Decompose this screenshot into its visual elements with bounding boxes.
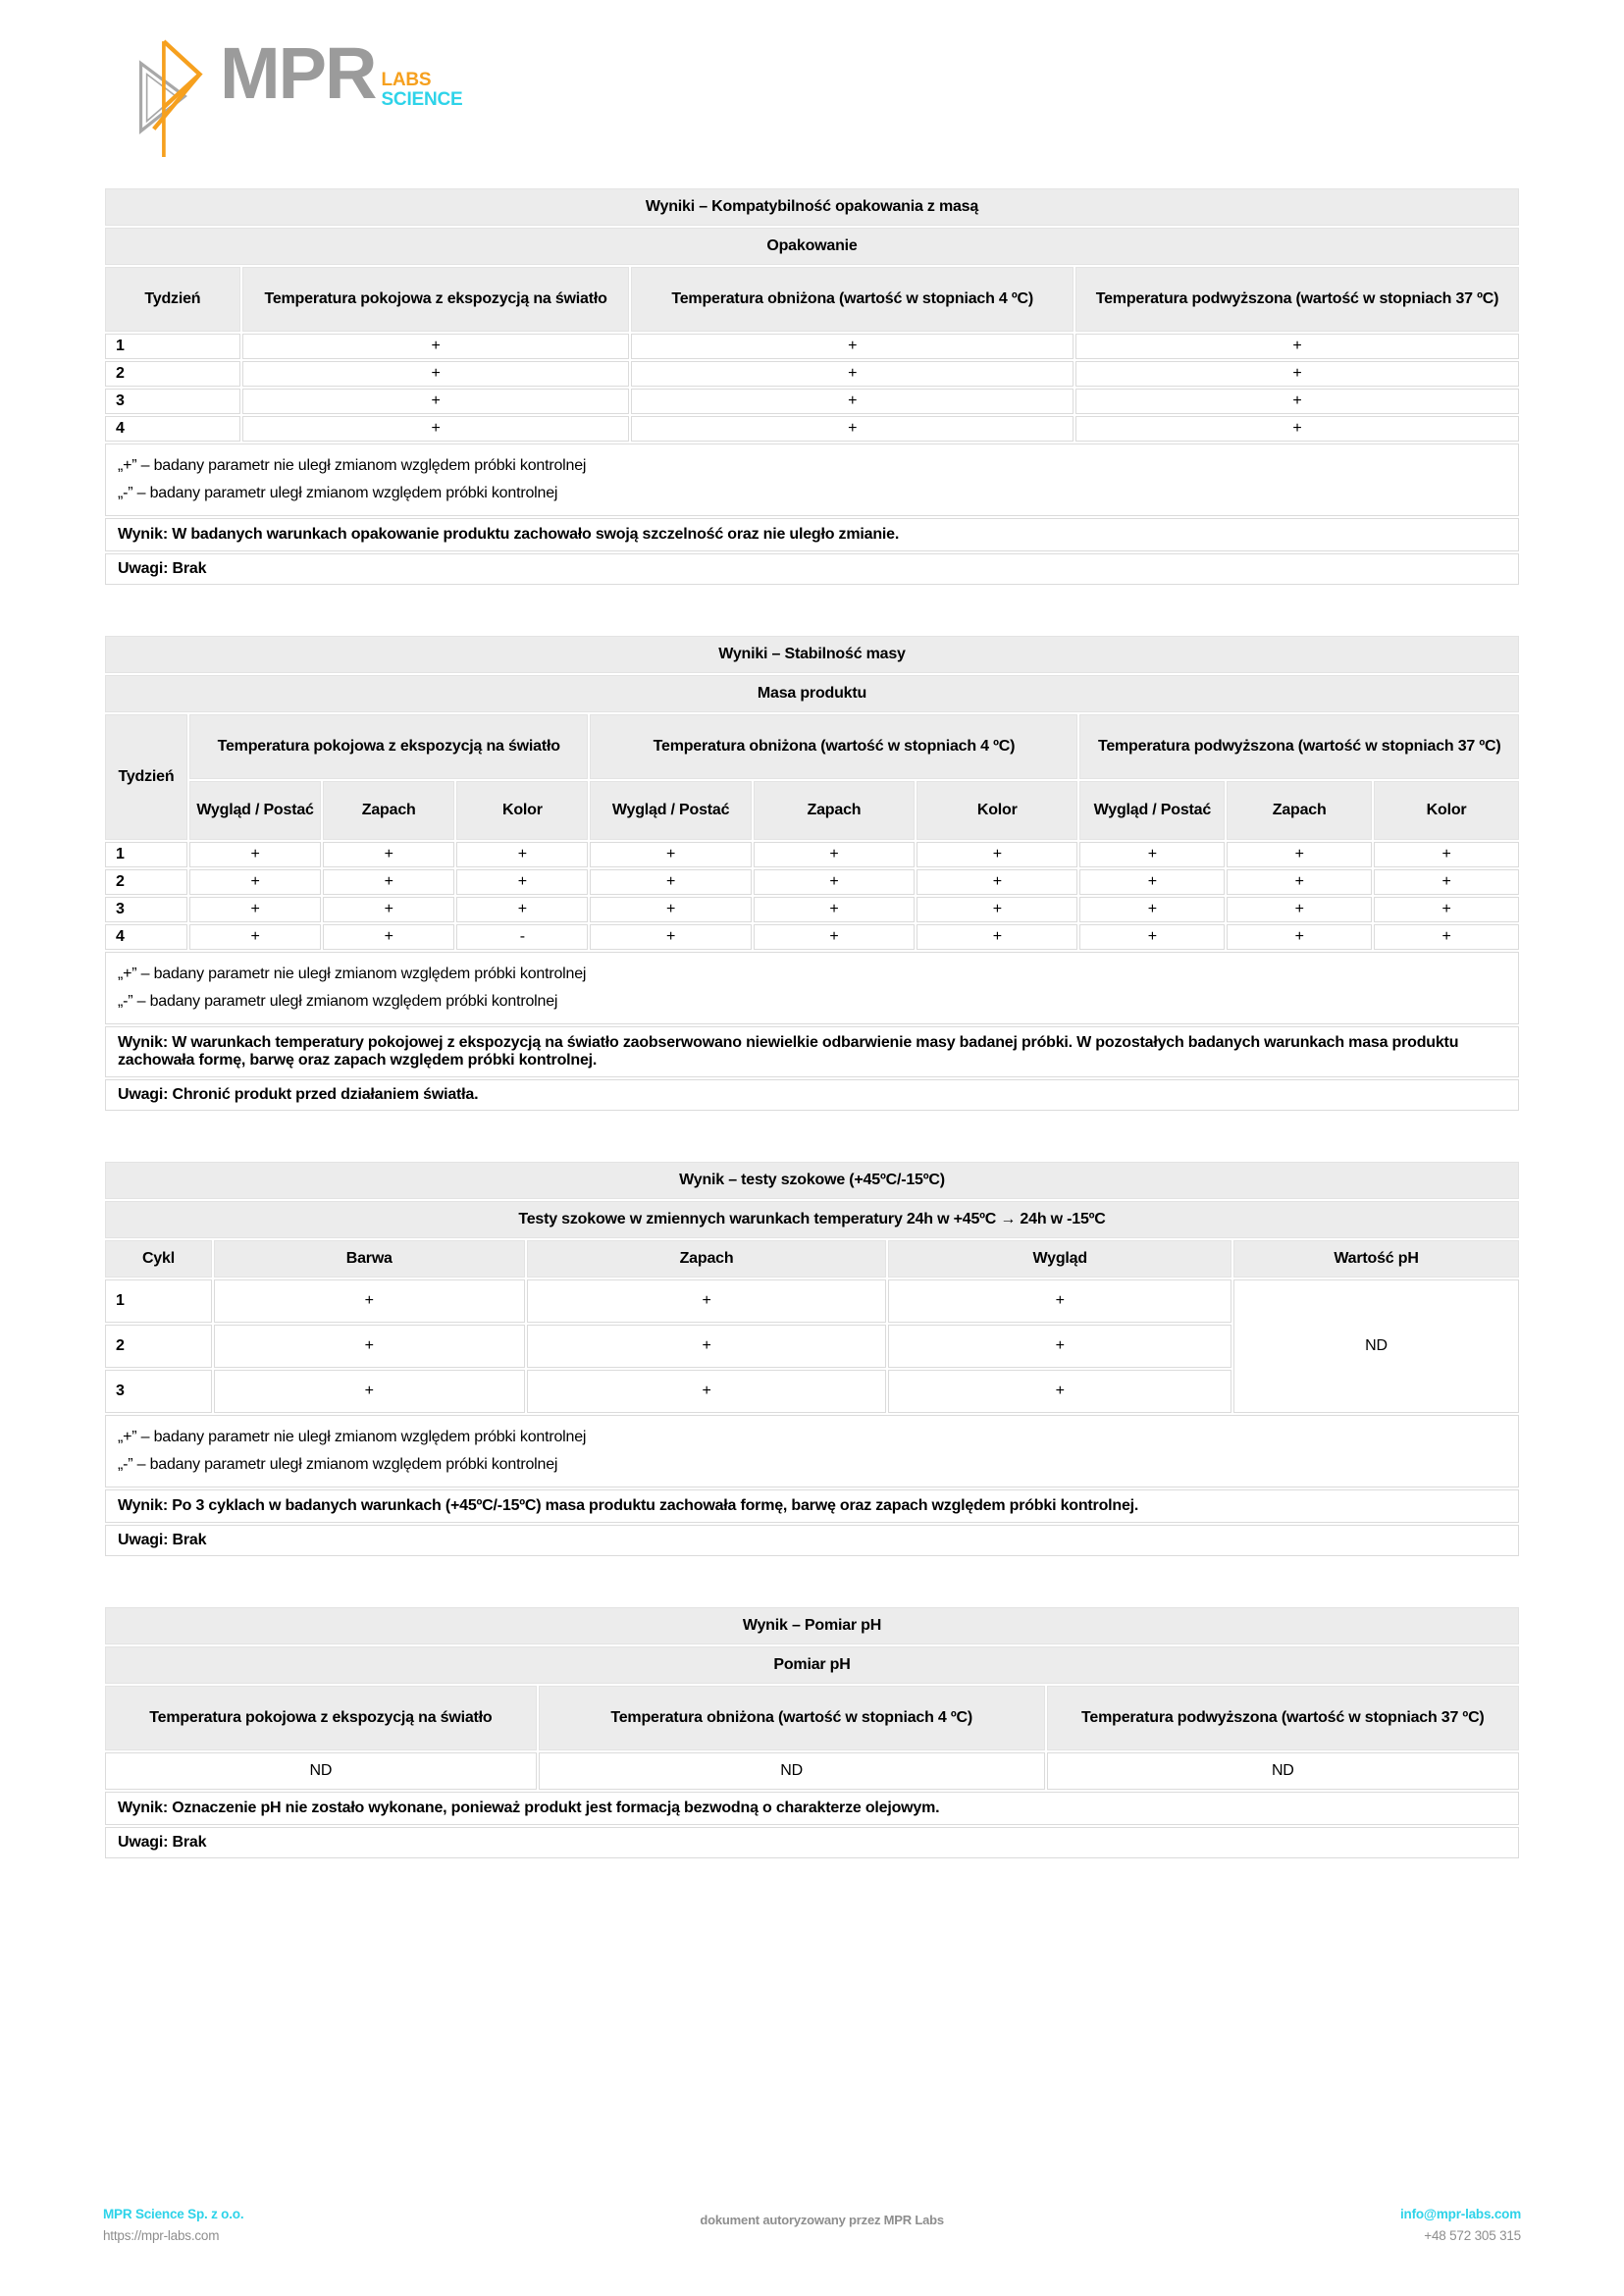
data-cell: + [1075, 389, 1519, 414]
logo-text [220, 32, 463, 114]
header-cell-smell: Zapach [527, 1240, 887, 1278]
data-cell: + [754, 924, 915, 950]
data-cell: + [527, 1370, 887, 1413]
result-cell: Wynik: Po 3 cyklach w badanych warunkach (+45ºC/-15ºC) masa produktu zachowała formę, barwę oraz zapach względem próbki kontrolnej. [105, 1489, 1519, 1523]
logo-brand: MPR [220, 32, 376, 114]
data-cell: + [214, 1279, 525, 1323]
header-cell-low-temp: Temperatura obniżona (wartość w stopniach 4 ºC) [539, 1686, 1045, 1750]
footer-company-name: MPR Science Sp. z o.o. [103, 2207, 244, 2221]
data-cell: + [456, 897, 588, 922]
footer-authorization-note: dokument autoryzowany przez MPR Labs [700, 2213, 944, 2227]
table-row [105, 389, 1519, 414]
table-mass-stability [103, 634, 1521, 1113]
notes-cell: Uwagi: Brak [105, 553, 1519, 585]
row-label: 2 [105, 361, 240, 387]
header-cell-low-temp: Temperatura obniżona (wartość w stopniach 4 ºC) [631, 267, 1074, 332]
ph-value-cell: ND [1233, 1279, 1519, 1413]
header-cell-appearance: Wygląd / Postać [189, 781, 321, 840]
logo-mark-icon [135, 33, 204, 157]
row-label: 2 [105, 1325, 212, 1368]
data-cell: + [189, 869, 321, 895]
header-cell-high-temp: Temperatura podwyższona (wartość w stopniach 37 ºC) [1075, 267, 1519, 332]
report-body [103, 186, 1521, 1860]
data-cell: + [590, 869, 751, 895]
data-cell: + [631, 361, 1074, 387]
row-label: 4 [105, 416, 240, 442]
data-cell: + [1374, 924, 1519, 950]
row-label: 1 [105, 334, 240, 359]
result-cell: Wynik: W warunkach temperatury pokojowej z ekspozycją na światło zaobserwowano niewielkie odbarwienie masy badanej próbki. W pozostałych badanych warunkach masa produktu zachowała formę, barwę oraz zapach względem próbki kontrolnej. [105, 1026, 1519, 1077]
data-cell: - [456, 924, 588, 950]
legend-plus: „+” – badany parametr nie uległ zmianom względem próbki kontrolnej [118, 1429, 587, 1445]
row-label: 3 [105, 1370, 212, 1413]
header-cell-appearance: Wygląd [888, 1240, 1231, 1278]
legend-plus: „+” – badany parametr nie uległ zmianom względem próbki kontrolnej [118, 965, 587, 982]
result-cell: Wynik: Oznaczenie pH nie zostało wykonane, ponieważ produkt jest formacją bezwodną o charakterze olejowym. [105, 1792, 1519, 1825]
data-cell: + [754, 842, 915, 867]
data-cell: + [242, 389, 630, 414]
data-cell: + [590, 897, 751, 922]
table-ph-measurement [103, 1605, 1521, 1860]
data-cell: + [1374, 869, 1519, 895]
data-cell: + [888, 1325, 1231, 1368]
data-cell: + [242, 334, 630, 359]
row-label: 1 [105, 842, 187, 867]
header-cell-color: Kolor [917, 781, 1077, 840]
footer-website-link[interactable]: https://mpr-labs.com [103, 2227, 220, 2243]
row-label: 1 [105, 1279, 212, 1323]
data-cell: + [917, 897, 1077, 922]
data-cell: + [456, 842, 588, 867]
legend-minus: „-” – badany parametr uległ zmianom względem próbki kontrolnej [118, 485, 558, 501]
header-cell-appearance: Wygląd / Postać [590, 781, 751, 840]
notes-cell: Uwagi: Brak [105, 1525, 1519, 1556]
data-cell: + [323, 897, 454, 922]
header-cell-color: Barwa [214, 1240, 525, 1278]
page-footer [103, 2204, 1521, 2246]
logo [135, 33, 463, 157]
header-cell-smell: Zapach [1227, 781, 1372, 840]
data-cell: + [242, 416, 630, 442]
header-cell-cycle: Cykl [105, 1240, 212, 1278]
data-cell: + [754, 897, 915, 922]
header-cell-high-temp: Temperatura podwyższona (wartość w stopniach 37 ºC) [1047, 1686, 1519, 1750]
data-cell: + [1079, 869, 1225, 895]
table-title: Wynik – testy szokowe (+45ºC/-15ºC) [105, 1162, 1519, 1199]
data-cell: + [189, 897, 321, 922]
data-cell: + [456, 869, 588, 895]
table-row [105, 869, 1519, 895]
table-subtitle: Testy szokowe w zmiennych warunkach temperatury 24h w +45ºC → 24h w -15ºC [105, 1201, 1519, 1238]
logo-taglines [381, 71, 462, 110]
notes-cell: Uwagi: Chronić produkt przed działaniem światła. [105, 1079, 1519, 1111]
table-shock-tests [103, 1160, 1521, 1558]
table-title: Wynik – Pomiar pH [105, 1607, 1519, 1644]
footer-contact-block [1400, 2204, 1521, 2246]
table-row [105, 924, 1519, 950]
data-cell: + [323, 869, 454, 895]
data-cell: + [1374, 897, 1519, 922]
data-cell: ND [105, 1752, 537, 1790]
data-cell: + [1227, 869, 1372, 895]
data-cell: + [1075, 334, 1519, 359]
table-row [105, 1279, 1519, 1323]
table-row [105, 334, 1519, 359]
header-cell-smell: Zapach [754, 781, 915, 840]
legend-cell [105, 952, 1519, 1024]
header-group-low-temp: Temperatura obniżona (wartość w stopniach 4 ºC) [590, 714, 1077, 779]
table-title: Wyniki – Kompatybilność opakowania z masą [105, 188, 1519, 226]
legend-minus: „-” – badany parametr uległ zmianom względem próbki kontrolnej [118, 1456, 558, 1473]
data-cell: + [323, 924, 454, 950]
data-cell: + [1075, 416, 1519, 442]
header-cell-smell: Zapach [323, 781, 454, 840]
table-row [105, 897, 1519, 922]
result-cell: Wynik: W badanych warunkach opakowanie produktu zachowało swoją szczelność oraz nie uległo zmianie. [105, 518, 1519, 551]
data-cell: + [917, 869, 1077, 895]
header-cell-ph: Wartość pH [1233, 1240, 1519, 1278]
table-subtitle: Pomiar pH [105, 1646, 1519, 1684]
data-cell: + [214, 1325, 525, 1368]
legend-plus: „+” – badany parametr nie uległ zmianom względem próbki kontrolnej [118, 457, 587, 474]
legend-cell [105, 444, 1519, 516]
footer-phone: +48 572 305 315 [1424, 2227, 1521, 2243]
header-cell-room-temp: Temperatura pokojowa z ekspozycją na światło [242, 267, 630, 332]
data-cell: + [189, 842, 321, 867]
header-group-room-temp: Temperatura pokojowa z ekspozycją na światło [189, 714, 589, 779]
data-cell: + [1079, 897, 1225, 922]
data-cell: + [214, 1370, 525, 1413]
data-cell: + [1079, 842, 1225, 867]
data-cell: + [1075, 361, 1519, 387]
header-cell-color: Kolor [1374, 781, 1519, 840]
data-cell: + [1227, 897, 1372, 922]
notes-cell: Uwagi: Brak [105, 1827, 1519, 1858]
data-cell: + [631, 334, 1074, 359]
header-cell-week: Tydzień [105, 714, 187, 840]
header-cell-color: Kolor [456, 781, 588, 840]
data-cell: + [1227, 924, 1372, 950]
header-cell-room-temp: Temperatura pokojowa z ekspozycją na światło [105, 1686, 537, 1750]
data-cell: ND [1047, 1752, 1519, 1790]
table-title: Wyniki – Stabilność masy [105, 636, 1519, 673]
data-cell: + [754, 869, 915, 895]
table-row [105, 1752, 1519, 1790]
legend-cell [105, 1415, 1519, 1487]
data-cell: + [1374, 842, 1519, 867]
data-cell: + [1079, 924, 1225, 950]
data-cell: + [631, 389, 1074, 414]
logo-science-label: SCIENCE [381, 88, 463, 110]
table-row [105, 361, 1519, 387]
data-cell: + [917, 924, 1077, 950]
table-row [105, 842, 1519, 867]
data-cell: + [917, 842, 1077, 867]
table-subtitle: Masa produktu [105, 675, 1519, 712]
table-row [105, 416, 1519, 442]
data-cell: + [888, 1279, 1231, 1323]
header-cell-appearance: Wygląd / Postać [1079, 781, 1225, 840]
data-cell: + [242, 361, 630, 387]
data-cell: + [631, 416, 1074, 442]
row-label: 3 [105, 389, 240, 414]
data-cell: + [1227, 842, 1372, 867]
footer-email-link[interactable]: info@mpr-labs.com [1399, 2207, 1521, 2221]
legend-minus: „-” – badany parametr uległ zmianom względem próbki kontrolnej [118, 993, 558, 1010]
data-cell: ND [539, 1752, 1045, 1790]
data-cell: + [323, 842, 454, 867]
data-cell: + [527, 1279, 887, 1323]
logo-labs-label: LABS [381, 70, 432, 90]
data-cell: + [590, 924, 751, 950]
data-cell: + [527, 1325, 887, 1368]
data-cell: + [590, 842, 751, 867]
row-label: 2 [105, 869, 187, 895]
footer-company-block [103, 2204, 243, 2246]
header-group-high-temp: Temperatura podwyższona (wartość w stopniach 37 ºC) [1079, 714, 1519, 779]
table-packaging-compatibility [103, 186, 1521, 587]
header-cell-week: Tydzień [105, 267, 240, 332]
row-label: 4 [105, 924, 187, 950]
data-cell: + [888, 1370, 1231, 1413]
row-label: 3 [105, 897, 187, 922]
data-cell: + [189, 924, 321, 950]
table-subtitle: Opakowanie [105, 228, 1519, 265]
